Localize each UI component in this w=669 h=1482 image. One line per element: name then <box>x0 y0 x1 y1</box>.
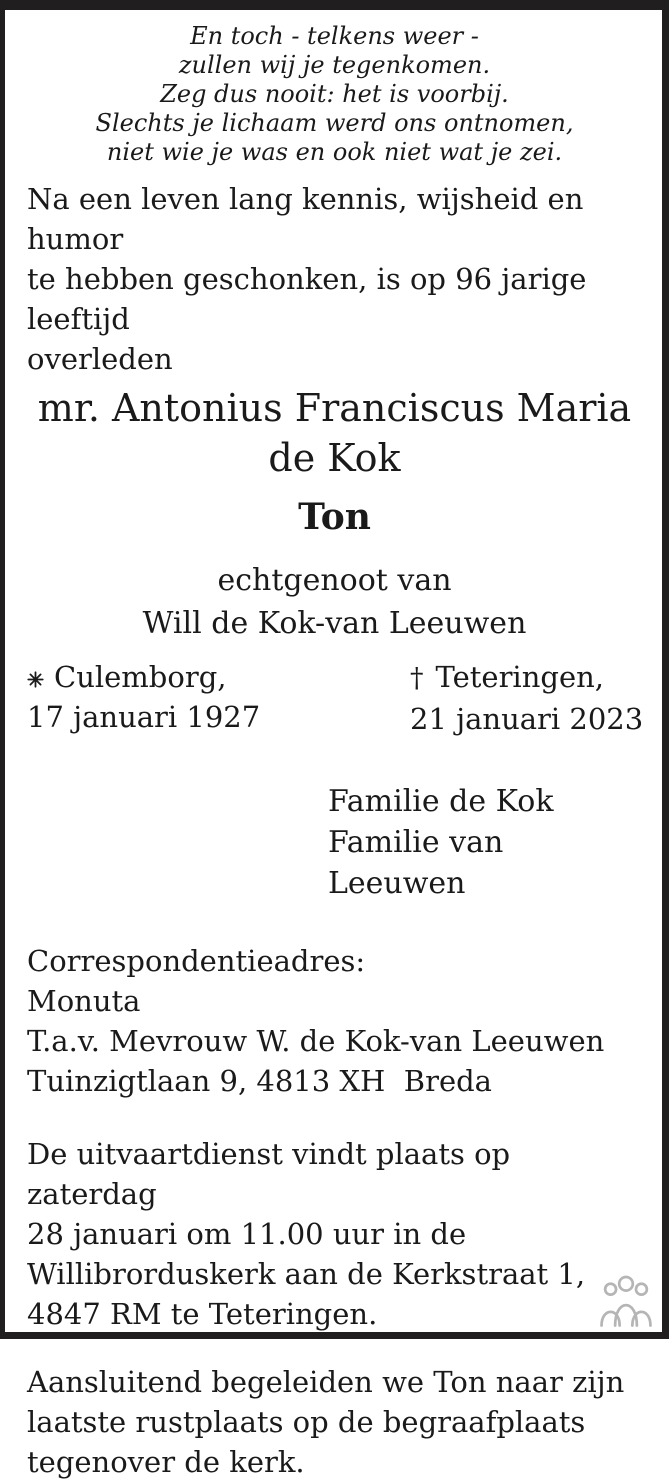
intro-line: Na een leven lang kennis, wijsheid en humor <box>27 182 584 256</box>
family-group-logo-icon <box>597 1274 655 1328</box>
family-signature-line: Familie van Leeuwen <box>328 825 504 901</box>
intro-line: te hebben geschonken, is op 96 jarige leeftijd <box>27 262 587 336</box>
service-line: Willibrorduskerk aan de Kerkstraat 1, <box>27 1257 586 1291</box>
poem-line: niet wie je was en ook niet wat je zei. <box>106 138 563 166</box>
opening-poem <box>27 22 642 167</box>
intro-paragraph <box>27 179 642 379</box>
poem-line: Zeg dus nooit: het is voorbij. <box>160 80 509 108</box>
death-place: Teteringen, <box>435 660 605 694</box>
life-dates <box>27 657 642 739</box>
birth-info <box>27 657 410 739</box>
death-place-line <box>410 657 643 699</box>
poem-line: En toch - telkens weer - <box>190 22 479 50</box>
burial-line: Aansluitend begeleiden we Ton naar zijn <box>27 1365 625 1399</box>
burial-line: tegenover de kerk. <box>27 1445 305 1479</box>
death-info <box>410 657 643 739</box>
service-line: 4847 RM te Teteringen. <box>27 1297 378 1331</box>
burial-line: laatste rustplaats op de begraafplaats <box>27 1405 586 1439</box>
intro-line: overleden <box>27 342 173 376</box>
death-date: 21 januari 2023 <box>410 702 644 736</box>
poem-line: zullen wij je tegenkomen. <box>178 51 491 79</box>
correspondence-line: Monuta <box>27 984 141 1018</box>
deceased-name-line2: de Kok <box>268 436 401 480</box>
service-line: De uitvaartdienst vindt plaats op zaterdag <box>27 1137 511 1211</box>
burial-paragraph <box>27 1362 642 1482</box>
correspondence-line: Tuinzigtlaan 9, 4813 XH Breda <box>27 1064 492 1098</box>
birth-date: 17 januari 1927 <box>27 700 261 734</box>
deceased-name-line1: mr. Antonius Franciscus Maria <box>37 386 632 430</box>
family-signature-line: Familie de Kok <box>328 784 554 819</box>
spouse-block <box>27 559 642 645</box>
birth-place-line <box>27 657 410 697</box>
correspondence-label: Correspondentieadres: <box>27 944 366 978</box>
poem-line: Slechts je lichaam werd ons ontnomen, <box>95 109 574 137</box>
service-line: 28 januari om 11.00 uur in de <box>27 1217 467 1251</box>
correspondence-address <box>27 941 642 1101</box>
birth-place: Culemborg, <box>54 660 227 694</box>
notice-content <box>5 22 662 1479</box>
died-dagger-icon: † <box>410 663 424 694</box>
deceased-nickname: Ton <box>298 496 371 538</box>
spouse-name: Will de Kok-van Leeuwen <box>142 606 527 641</box>
born-star-icon <box>27 657 44 697</box>
family-signature <box>328 781 642 904</box>
deceased-name <box>27 383 642 483</box>
spouse-relation: echtgenoot van <box>217 563 452 598</box>
correspondence-line: T.a.v. Mevrouw W. de Kok-van Leeuwen <box>27 1024 605 1058</box>
funeral-service-paragraph <box>27 1134 642 1334</box>
